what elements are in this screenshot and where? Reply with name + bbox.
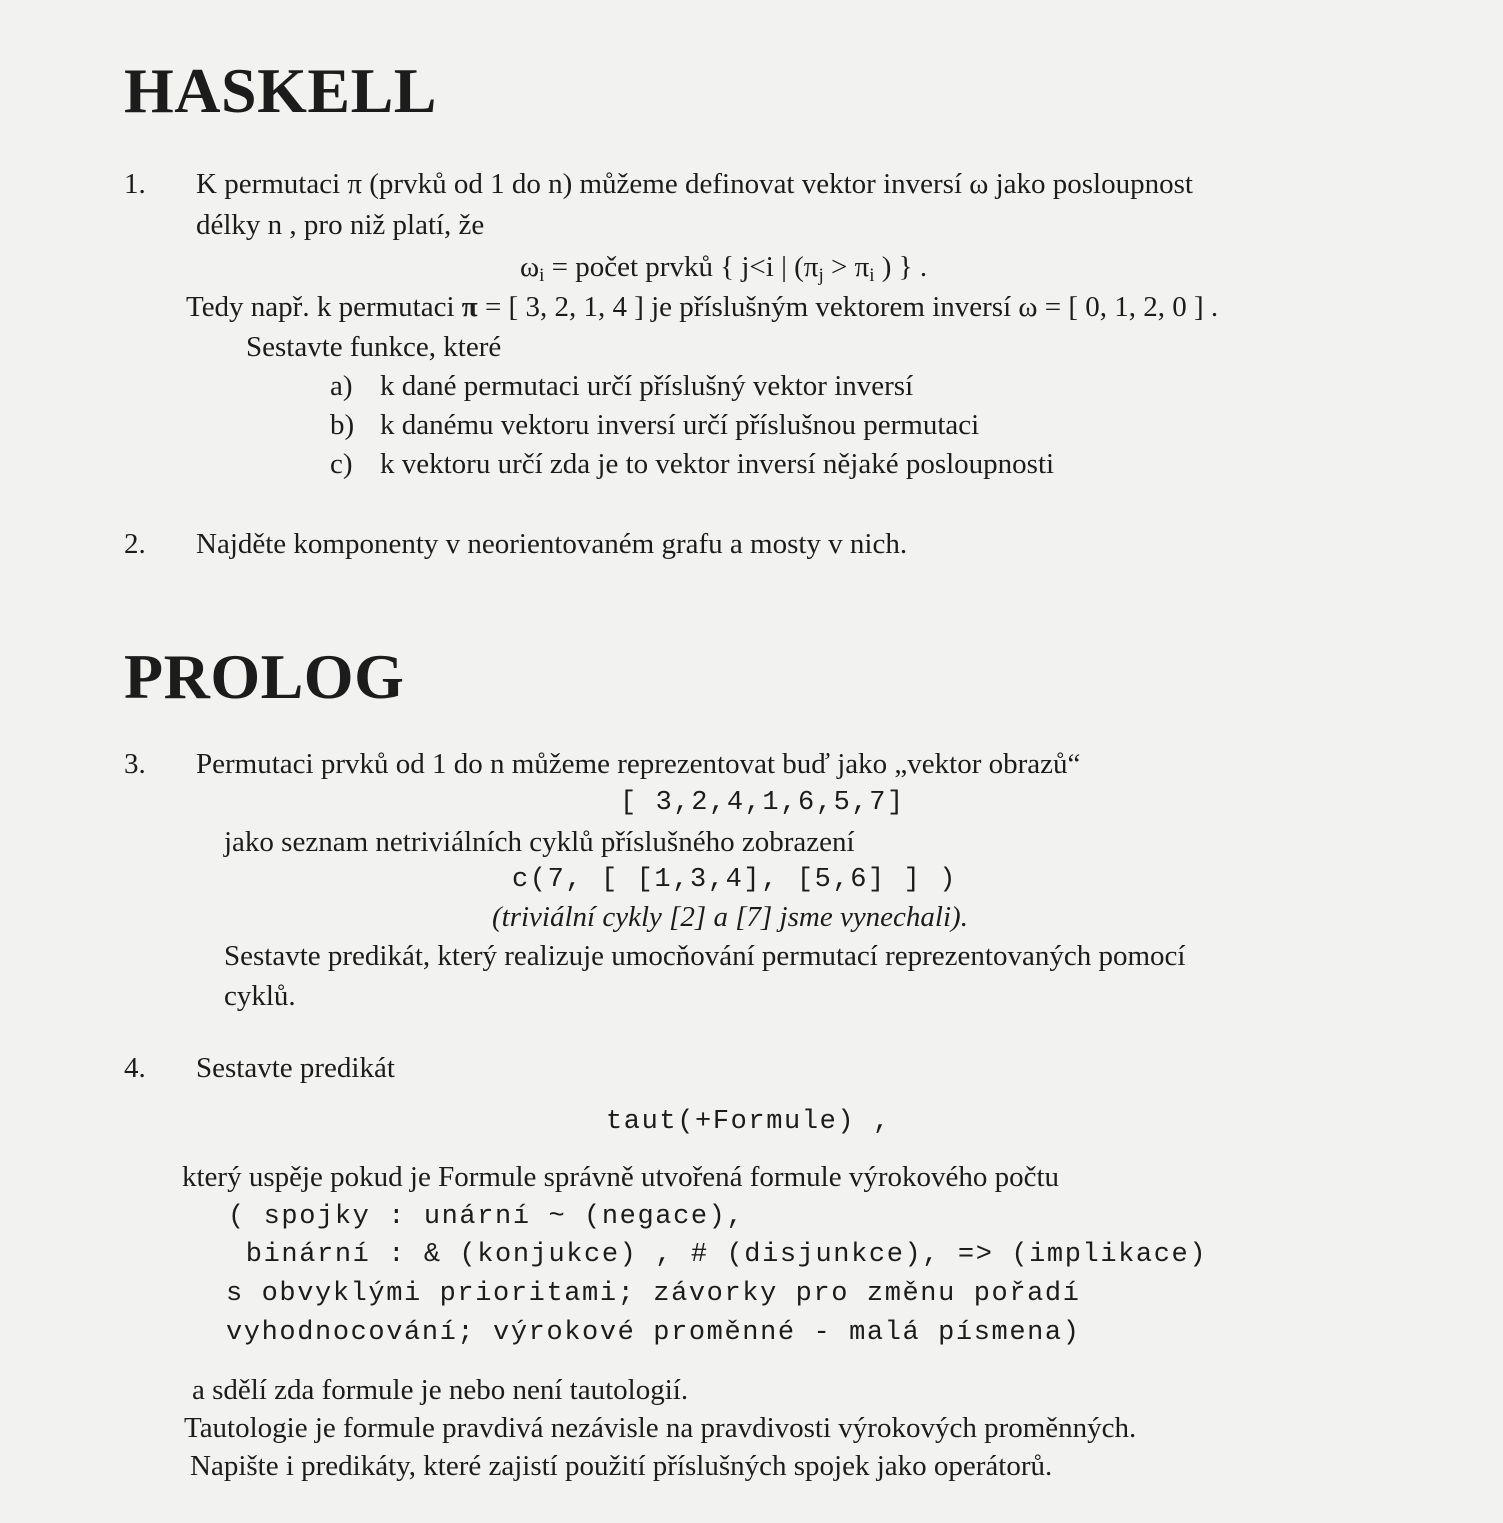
heading-prolog: PROLOG [124,641,405,712]
task-4-code-1: taut(+Formule) , [606,1107,891,1137]
task-4-line-1: Sestavte predikát [196,1052,395,1084]
task-1-example [186,293,1218,322]
formula-end: ) } . [874,251,928,283]
task-2-number: 2. [124,528,146,560]
task-4-code-line-3: s obvyklými prioritami; závorky pro změnu pořadí [226,1279,1081,1309]
task-3-line-2: jako seznam netriviálních cyklů příslušného zobrazení [224,826,855,858]
example-before: Tedy např. k permutaci [186,291,462,323]
formula-pi-i-sub: i [869,265,875,286]
subitem-a-text: k dané permutaci určí příslušný vektor inversí [380,370,914,402]
subitem-c-text: k vektoru určí zda je to vektor inversí nějaké posloupnosti [380,448,1055,480]
task-4-number: 4. [124,1052,146,1084]
task-3-line-4: cyklů. [224,980,296,1012]
task-4-code-line-2: binární : & (konjukce) , # (disjunkce), => (implikace) [228,1240,1208,1270]
formula-omega-sub: i [539,265,545,286]
task-3-code-2: c(7, [ [1,3,4], [5,6] ] ) [512,865,958,895]
task-1-number: 1. [124,168,146,200]
formula-pi-j-sub: j [818,265,824,286]
task-3-code-1: [ 3,2,4,1,6,5,7] [620,788,905,818]
formula-gt: > π [823,251,870,283]
subitem-a-label: a) [330,370,353,402]
task-4-line-2: který uspěje pokud je Formule správně utvořená formule výrokového počtu [182,1161,1060,1193]
subitem-b-text: k danému vektoru inversí určí příslušnou permutaci [380,409,980,441]
heading-haskell: HASKELL [124,55,437,126]
task-4-line-4: Tautologie je formule pravdivá nezávisle na pravdivosti výrokových proměnných. [184,1412,1137,1444]
task-3-number: 3. [124,748,146,780]
formula-omega: ω [520,251,540,283]
task-4-code-line-1: ( spojky : unární ~ (negace), [228,1202,745,1232]
task-1-formula [520,251,928,286]
task-4-code-line-4: vyhodnocování; výrokové proměnné - malá písmena) [226,1318,1081,1348]
task-1-line-2: délky n , pro niž platí, že [196,209,485,241]
task-3-line-1: Permutaci prvků od 1 do n můžeme reprezentovat buď jako „vektor obrazů“ [196,748,1081,780]
task-1-instruction: Sestavte funkce, které [246,331,502,363]
example-pi: π [461,291,478,323]
task-2-line-1: Najděte komponenty v neorientovaném grafu a mosty v nich. [196,528,908,560]
subitem-b-label: b) [330,409,355,441]
task-4-line-5: Napište i predikáty, které zajistí použití příslušných spojek jako operátorů. [190,1450,1053,1482]
example-after: = [ 3, 2, 1, 4 ] je příslušným vektorem inversí ω = [ 0, 1, 2, 0 ] . [477,291,1219,323]
task-4-line-3: a sdělí zda formule je nebo není tautologií. [192,1374,689,1406]
subitem-c-label: c) [330,448,353,480]
task-3-line-3: Sestavte predikát, který realizuje umocňování permutací reprezentovaných pomocí [224,940,1186,972]
task-3-note: (triviální cykly [2] a [7] jsme vynechali). [492,901,968,933]
task-1-line-1: K permutaci π (prvků od 1 do n) můžeme definovat vektor inversí ω jako posloupnost [196,168,1193,200]
formula-middle: = počet prvků { j<i | (π [544,251,819,283]
